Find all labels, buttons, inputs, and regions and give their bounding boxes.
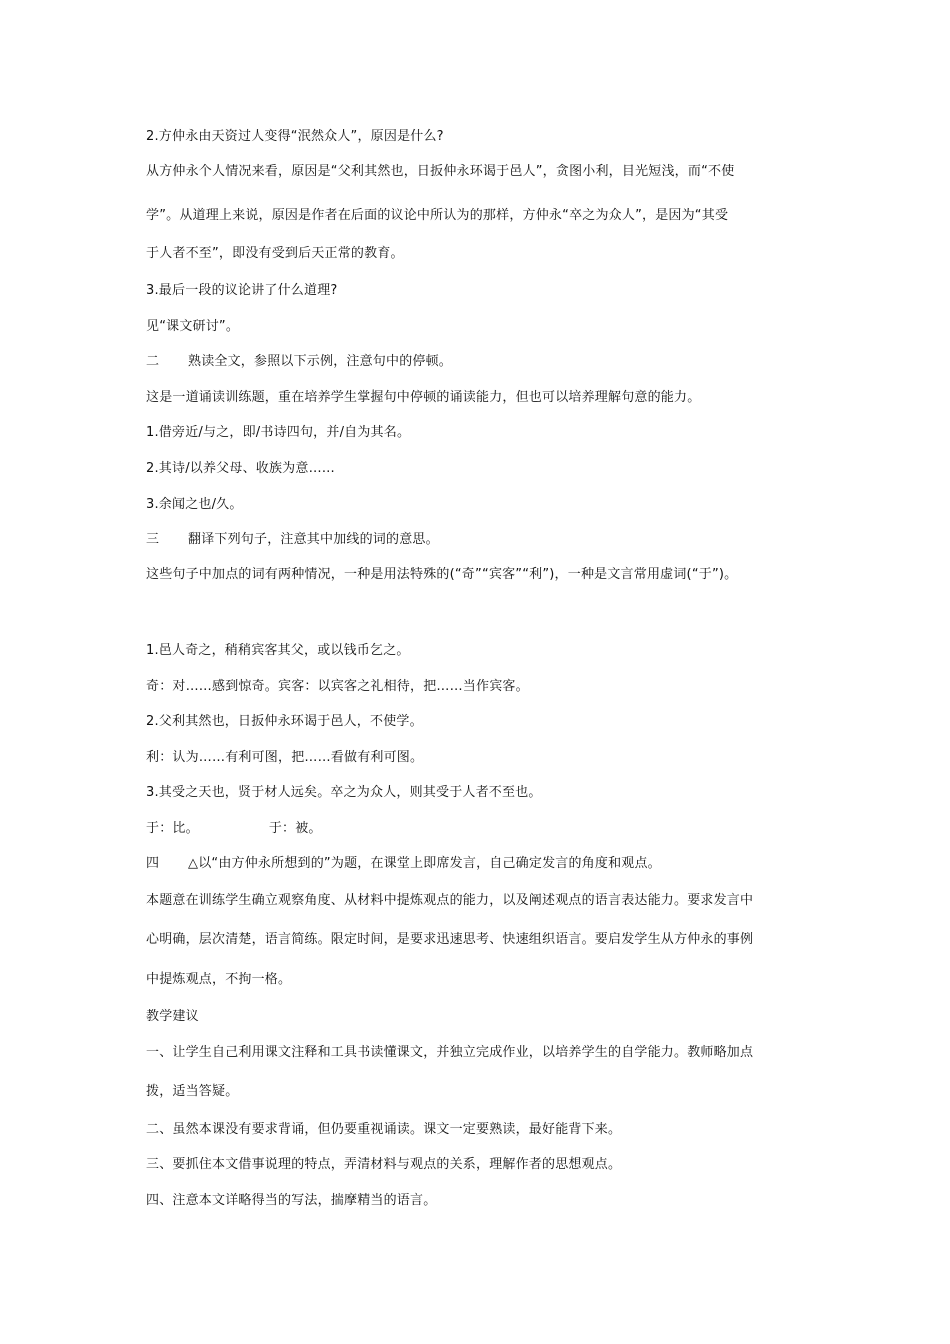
section-2-heading [146,354,452,370]
example-line: 3.余闻之也/久。 [146,497,243,512]
advice-item: 三、要抓住本文借事说理的特点，弄清材料与观点的关系，理解作者的思想观点。 [146,1157,622,1172]
advice-item: 四、注意本文详略得当的写法，揣摩精当的语言。 [146,1193,437,1208]
section-3-heading [146,532,439,548]
section-title: △以“由方仲永所想到的”为题，在课堂上即席发言，自己确定发言的角度和观点。 [188,856,661,871]
question-3: 3.最后一段的议论讲了什么道理? [146,283,338,298]
example-line: 1.借旁近/与之，即/书诗四句，并/自为其名。 [146,425,411,440]
answer-line: 于人者不至”，即没有受到后天正常的教育。 [146,246,404,261]
section-number: 二 [146,354,160,369]
answer-line: 见“课文研讨”。 [146,319,240,334]
section-number: 四 [146,856,160,871]
question-2: 2.方仲永由天资过人变得“泯然众人”，原因是什么? [146,129,444,144]
gloss-b: 于：被。 [268,821,322,836]
example-line: 2.其诗/以养父母、收族为意…… [146,461,335,476]
answer-line: 学”。从道理上来说，原因是作者在后面的议论中所认为的那样，方仲永“卒之为众人”，是因为“其受 [146,208,729,223]
paragraph-line: 这是一道诵读训练题，重在培养学生掌握句中停顿的诵读能力，但也可以培养理解句意的能力。 [146,390,701,405]
gloss-line [146,821,322,837]
gloss-a: 于：比。 [146,821,199,836]
gloss-line: 利：认为……有利可图，把……看做有利可图。 [146,750,424,765]
section-title: 熟读全文，参照以下示例，注意句中的停顿。 [188,354,453,369]
example-line: 3.其受之天也，贤于材人远矣。卒之为众人，则其受于人者不至也。 [146,785,542,800]
example-line: 2.父利其然也，日扳仲永环谒于邑人，不使学。 [146,714,423,729]
advice-item: 一、让学生自己利用课文注释和工具书读懂课文，并独立完成作业，以培养学生的自学能力。教师略加点 [146,1045,754,1060]
section-title: 翻译下列句子，注意其中加线的词的意思。 [188,532,439,547]
advice-item: 二、虽然本课没有要求背诵，但仍要重视诵读。课文一定要熟读，最好能背下来。 [146,1122,622,1137]
gloss-line: 奇：对……感到惊奇。宾客：以宾客之礼相待，把……当作宾客。 [146,679,529,694]
answer-line: 从方仲永个人情况来看，原因是“父利其然也，日扳仲永环谒于邑人”，贪图小利，目光短浅，而“不使 [146,164,735,179]
example-line: 1.邑人奇之，稍稍宾客其父，或以钱币乞之。 [146,643,410,658]
paragraph-line: 心明确，层次清楚，语言简练。限定时间，是要求迅速思考、快速组织语言。要启发学生从方仲永的事例 [146,932,754,947]
paragraph-line: 本题意在训练学生确立观察角度、从材料中提炼观点的能力，以及阐述观点的语言表达能力。要求发言中 [146,893,754,908]
paragraph-line: 中提炼观点，不拘一格。 [146,972,292,987]
advice-item-continued: 拨，适当答疑。 [146,1084,239,1099]
section-4-heading [146,856,661,872]
paragraph-line: 这些句子中加点的词有两种情况，一种是用法特殊的(“奇”“宾客”“利”)，一种是文言常用虚词(“于”)。 [146,567,738,582]
section-number: 三 [146,532,160,547]
section-heading-teaching-advice: 教学建议 [146,1009,199,1024]
